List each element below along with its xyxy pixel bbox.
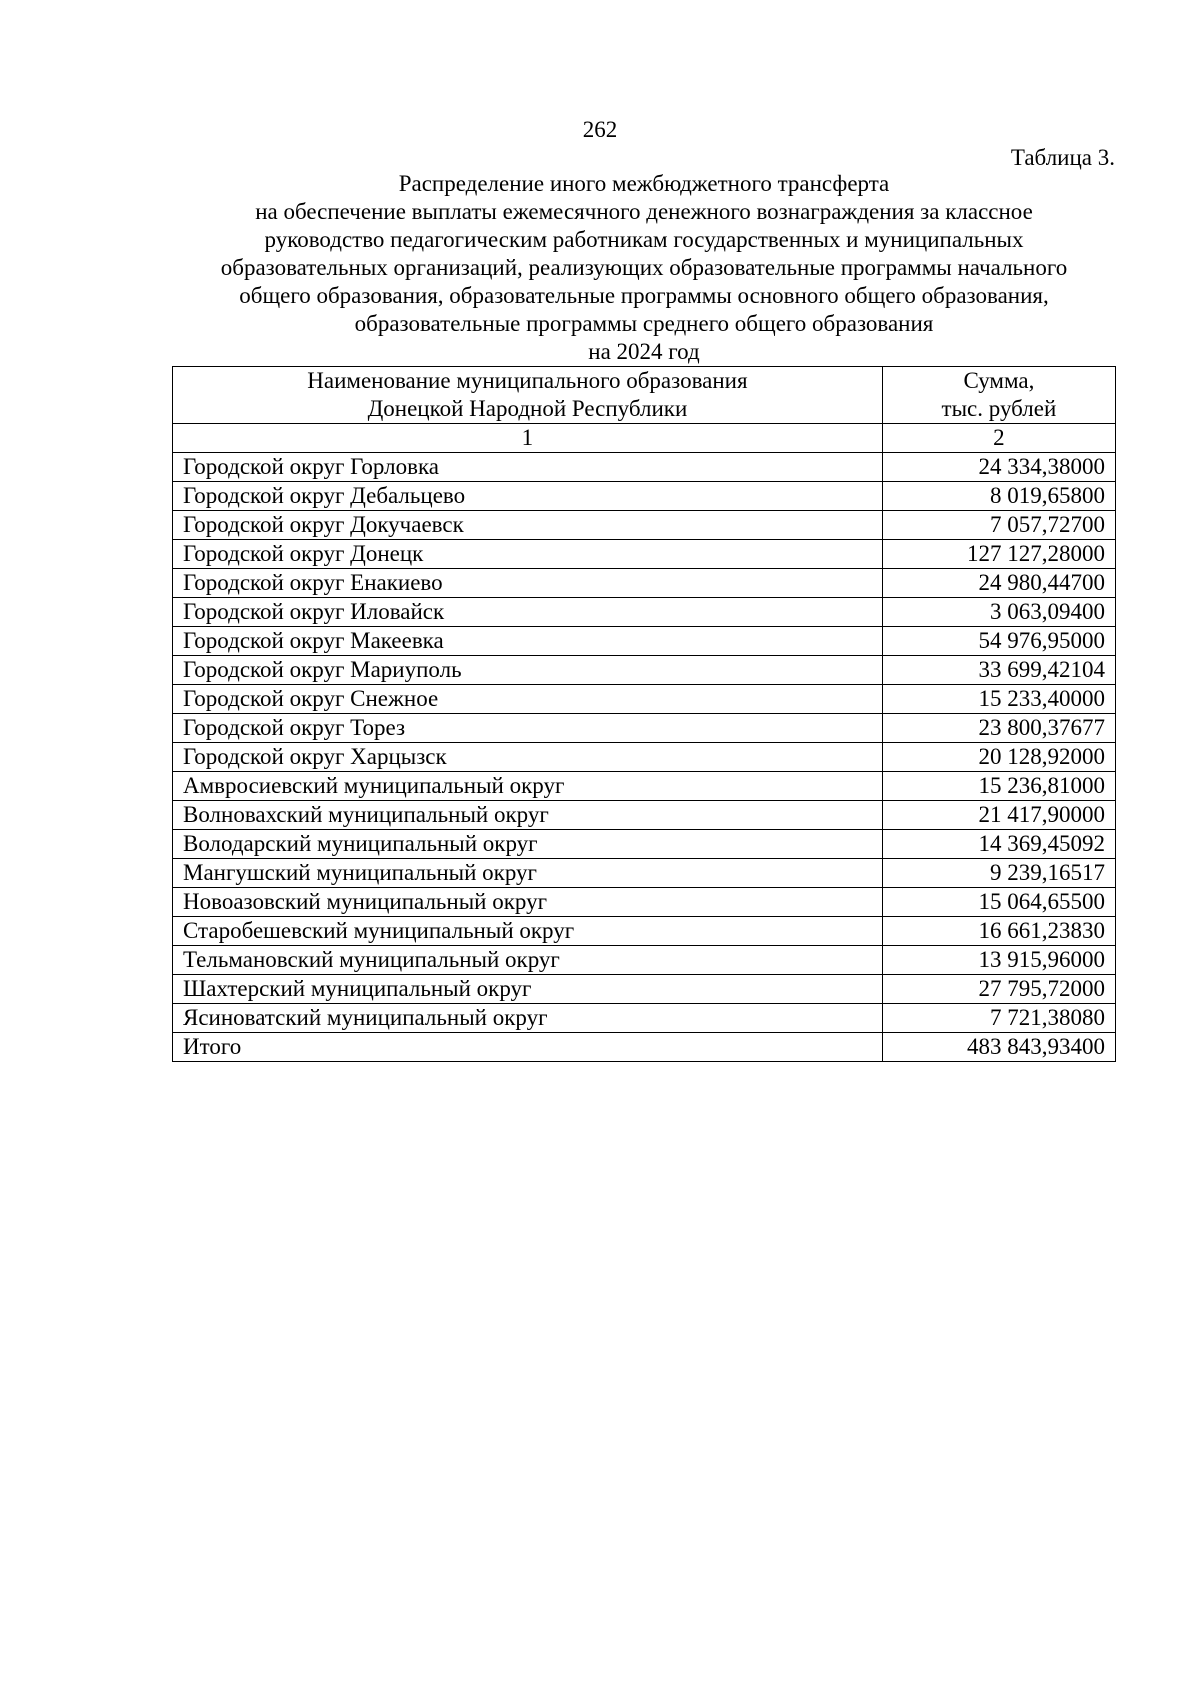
header-municipality-line1: Наименование муниципального образования (307, 368, 748, 393)
municipality-sum: 23 800,37677 (882, 714, 1115, 743)
table-row (173, 946, 1116, 975)
municipality-name: Старобешевский муниципальный округ (173, 917, 883, 946)
page-number: 262 (582, 117, 618, 142)
municipality-name: Городской округ Снежное (173, 685, 883, 714)
municipality-sum: 8 019,65800 (882, 482, 1115, 511)
distribution-table (172, 366, 1116, 1062)
municipality-name: Тельмановский муниципальный округ (173, 946, 883, 975)
table-row (173, 656, 1116, 685)
header-sum (882, 367, 1115, 424)
municipality-sum: 7 721,38080 (882, 1004, 1115, 1033)
municipality-name: Городской округ Мариуполь (173, 656, 883, 685)
municipality-name: Городской округ Енакиево (173, 569, 883, 598)
municipality-sum: 9 239,16517 (882, 859, 1115, 888)
municipality-sum: 127 127,28000 (882, 540, 1115, 569)
title-line: образовательные программы среднего общего образования (354, 311, 934, 336)
municipality-sum: 16 661,23830 (882, 917, 1115, 946)
municipality-name: Мангушский муниципальный округ (173, 859, 883, 888)
table-row (173, 859, 1116, 888)
municipality-name: Городской округ Донецк (173, 540, 883, 569)
municipality-name: Городской округ Торез (173, 714, 883, 743)
municipality-sum: 13 915,96000 (882, 946, 1115, 975)
municipality-sum: 3 063,09400 (882, 598, 1115, 627)
column-number-row (173, 424, 1116, 453)
municipality-sum: 27 795,72000 (882, 975, 1115, 1004)
table-row (173, 888, 1116, 917)
column-number-1: 1 (173, 424, 883, 453)
table-row (173, 482, 1116, 511)
table-row (173, 685, 1116, 714)
municipality-name: Городской округ Докучаевск (173, 511, 883, 540)
header-municipality (173, 367, 883, 424)
municipality-name: Городской округ Дебальцево (173, 482, 883, 511)
table-row (173, 801, 1116, 830)
table-row (173, 540, 1116, 569)
municipality-sum: 54 976,95000 (882, 627, 1115, 656)
title-line: Распределение иного межбюджетного трансферта (398, 171, 890, 196)
table-row (173, 772, 1116, 801)
title-line: на обеспечение выплаты ежемесячного денежного вознаграждения за классное (255, 199, 1033, 224)
table-title (172, 170, 1116, 366)
column-number-2: 2 (882, 424, 1115, 453)
municipality-name: Володарский муниципальный округ (173, 830, 883, 859)
table-row (173, 569, 1116, 598)
municipality-sum: 21 417,90000 (882, 801, 1115, 830)
municipality-name: Шахтерский муниципальный округ (173, 975, 883, 1004)
table-label: Таблица 3. (1010, 145, 1115, 170)
table-row (173, 917, 1116, 946)
table-row (173, 627, 1116, 656)
municipality-name: Волновахский муниципальный округ (173, 801, 883, 830)
municipality-name: Городской округ Макеевка (173, 627, 883, 656)
municipality-sum: 15 233,40000 (882, 685, 1115, 714)
municipality-sum: 14 369,45092 (882, 830, 1115, 859)
municipality-name: Городской округ Горловка (173, 453, 883, 482)
table-row (173, 743, 1116, 772)
title-line: руководство педагогическим работникам государственных и муниципальных (264, 227, 1024, 252)
table-row (173, 511, 1116, 540)
total-label: Итого (173, 1033, 883, 1062)
municipality-sum: 15 064,65500 (882, 888, 1115, 917)
total-row (173, 1033, 1116, 1062)
title-line: общего образования, образовательные программы основного общего образования, (239, 283, 1049, 308)
municipality-sum: 24 334,38000 (882, 453, 1115, 482)
table-row (173, 830, 1116, 859)
table-header-row (173, 367, 1116, 424)
municipality-sum: 15 236,81000 (882, 772, 1115, 801)
municipality-name: Городской округ Харцызск (173, 743, 883, 772)
title-line: на 2024 год (588, 339, 700, 364)
header-sum-line2: тыс. рублей (941, 396, 1057, 421)
total-sum: 483 843,93400 (882, 1033, 1115, 1062)
table-row (173, 975, 1116, 1004)
table-row (173, 1004, 1116, 1033)
municipality-sum: 7 057,72700 (882, 511, 1115, 540)
municipality-name: Ясиноватский муниципальный округ (173, 1004, 883, 1033)
header-municipality-line2: Донецкой Народной Республики (367, 396, 688, 421)
municipality-sum: 24 980,44700 (882, 569, 1115, 598)
municipality-sum: 33 699,42104 (882, 656, 1115, 685)
table-row (173, 453, 1116, 482)
header-sum-line1: Сумма, (963, 368, 1035, 393)
municipality-name: Новоазовский муниципальный округ (173, 888, 883, 917)
municipality-name: Амвросиевский муниципальный округ (173, 772, 883, 801)
municipality-name: Городской округ Иловайск (173, 598, 883, 627)
table-row (173, 598, 1116, 627)
municipality-sum: 20 128,92000 (882, 743, 1115, 772)
table-row (173, 714, 1116, 743)
title-line: образовательных организаций, реализующих образовательные программы начального (220, 255, 1068, 280)
